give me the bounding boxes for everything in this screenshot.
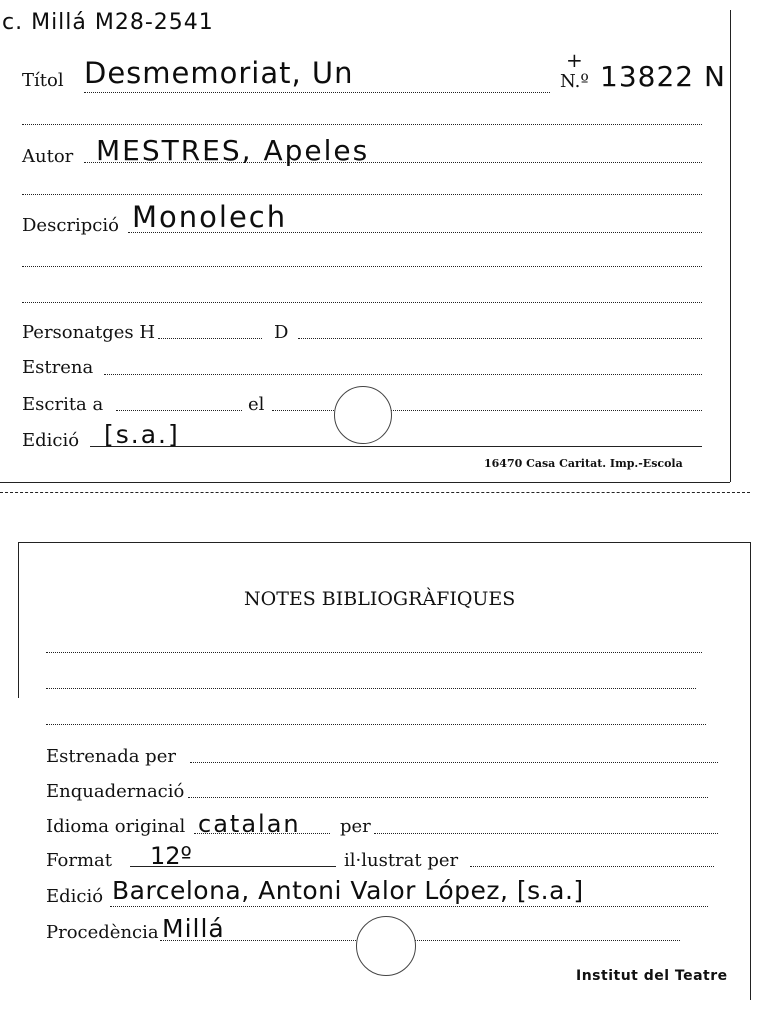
edition-line: [90, 446, 702, 447]
original-language-label: Idioma original: [46, 816, 186, 837]
description-line-2: [22, 266, 702, 267]
card1-bottom-edge: [0, 482, 730, 483]
format-label: Format: [46, 850, 112, 871]
author-value: MESTRES, Apeles: [96, 134, 370, 167]
premiere-line: [104, 374, 702, 375]
notes-line-3: [46, 724, 706, 725]
edition-label: Edició: [22, 430, 80, 451]
premiered-by-line: [190, 762, 718, 763]
title-label: Títol: [22, 70, 64, 91]
cross-mark: +: [566, 48, 583, 72]
characters-label: Personatges H: [22, 322, 156, 343]
edition2-value: Barcelona, Antoni Valor López, [s.a.]: [112, 876, 584, 905]
description-value: Monolech: [132, 200, 288, 234]
per-label: per: [340, 816, 371, 837]
original-language-value: catalan: [198, 810, 301, 838]
description-line-3: [22, 302, 702, 303]
reference-number: c. Millá M28-2541: [2, 10, 214, 35]
institution-stamp: Institut del Teatre: [576, 968, 728, 984]
description-label: Descripció: [22, 215, 119, 236]
title-value: Desmemoriat, Un: [84, 56, 354, 90]
provenance-line: [160, 940, 680, 941]
printer-imprint: 16470 Casa Caritat. Imp.-Escola: [484, 457, 683, 470]
notes-line-1: [46, 652, 702, 653]
author-label: Autor: [22, 146, 74, 167]
number-value: 13822 N: [600, 60, 726, 93]
format-value: 12º: [150, 842, 192, 870]
women-label: D: [274, 322, 289, 343]
provenance-value: Millá: [162, 914, 225, 943]
title-line: [84, 92, 550, 93]
illustrated-label: il·lustrat per: [344, 850, 459, 871]
illustrated-line: [470, 866, 714, 867]
notes-heading: NOTES BIBLIOGRÀFIQUES: [244, 588, 516, 610]
title-line-2: [22, 124, 702, 125]
card1-right-edge: [730, 10, 731, 482]
written-label: Escrita a: [22, 394, 104, 415]
format-line: [130, 866, 336, 867]
original-language-line: [194, 833, 330, 834]
description-line: [128, 232, 702, 233]
card-divider: [0, 492, 750, 493]
edition2-line: [110, 906, 708, 907]
punch-hole-1: [334, 386, 392, 444]
punch-hole-2: [356, 916, 416, 976]
written-place-line: [116, 410, 242, 411]
edition-value: [s.a.]: [104, 420, 180, 449]
notes-line-2: [46, 688, 696, 689]
author-line-2: [22, 194, 702, 195]
card2-top-edge: [18, 542, 750, 543]
number-label: N.º: [560, 71, 589, 92]
author-line: [84, 162, 702, 163]
premiered-by-label: Estrenada per: [46, 746, 176, 767]
binding-line: [188, 797, 708, 798]
binding-label: Enquadernació: [46, 781, 185, 802]
premiere-label: Estrena: [22, 357, 94, 378]
edition2-label: Edició: [46, 886, 104, 907]
card2-left-edge: [18, 542, 19, 698]
characters-men-line: [158, 338, 262, 339]
card2-right-edge: [750, 542, 751, 1000]
provenance-label: Procedència: [46, 922, 159, 943]
written-on-label: el: [248, 394, 265, 415]
characters-women-line: [298, 338, 702, 339]
per-line: [374, 833, 718, 834]
